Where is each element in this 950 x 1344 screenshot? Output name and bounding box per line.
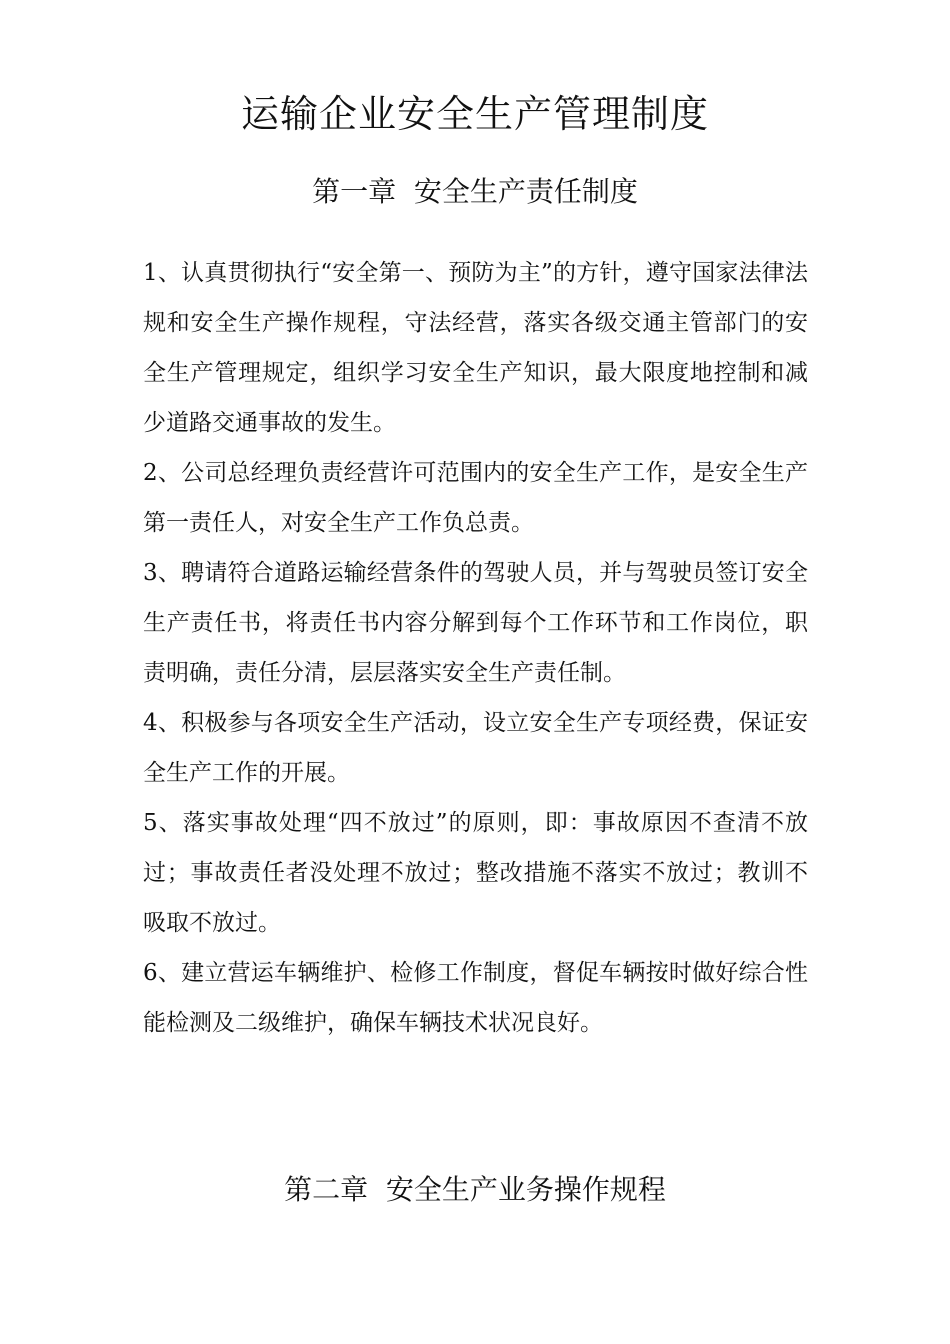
clause-5: 5、落实事故处理“四不放过”的原则，即：事故原因不查清不放过；事故责任者没处理不放过；整改措施不落实不放过；教训不吸取不放过。	[143, 810, 808, 936]
document-title: 运输企业安全生产管理制度	[240, 92, 709, 136]
chapter-2-heading: 第二章 安全生产业务操作规程	[284, 1173, 666, 1206]
clause-2: 2、公司总经理负责经营许可范围内的安全生产工作，是安全生产第一责任人，对安全生产工作负总责。	[143, 460, 808, 536]
chapter-1-heading: 第一章 安全生产责任制度	[312, 175, 638, 208]
clause-3: 3、聘请符合道路运输经营条件的驾驶人员，并与驾驶员签订安全生产责任书，将责任书内容分解到每个工作环节和工作岗位，职责明确，责任分清，层层落实安全生产责任制。	[143, 560, 808, 686]
chapter-1-body	[143, 248, 808, 1048]
clause-1: 1、认真贯彻执行“安全第一、预防为主”的方针，遵守国家法律法规和安全生产操作规程，守法经营，落实各级交通主管部门的安全生产管理规定，组织学习安全生产知识，最大限度地控制和减少道路交通事故的发生。	[143, 260, 808, 436]
clause-6: 6、建立营运车辆维护、检修工作制度，督促车辆按时做好综合性能检测及二级维护，确保车辆技术状况良好。	[143, 960, 808, 1036]
clause-4: 4、积极参与各项安全生产活动，设立安全生产专项经费，保证安全生产工作的开展。	[143, 710, 808, 786]
